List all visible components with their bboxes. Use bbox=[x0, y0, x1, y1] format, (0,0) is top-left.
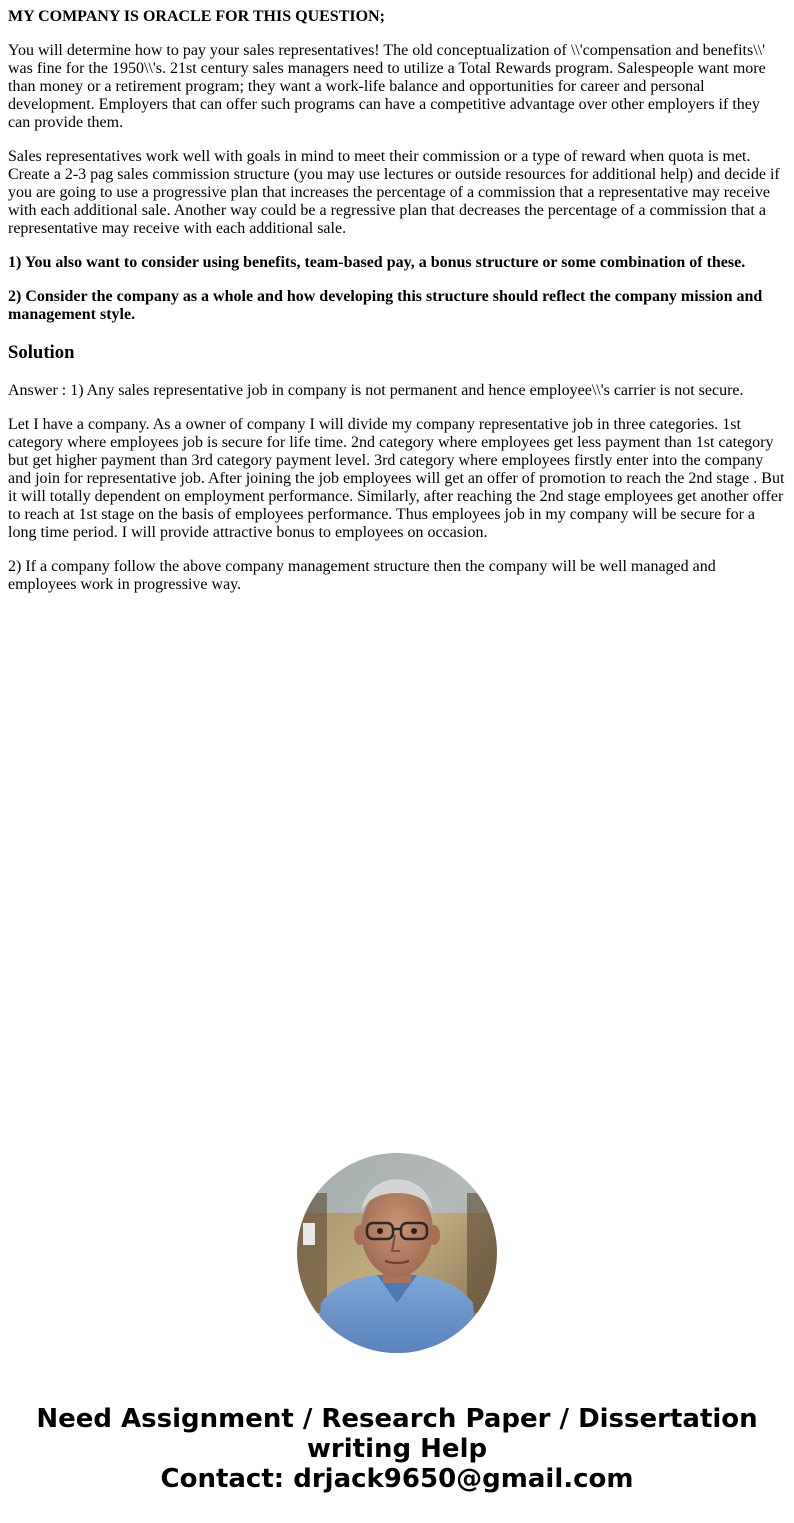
question-point-1: 1) You also want to consider using benefits, team-based pay, a bonus structure or some combination of these. bbox=[8, 254, 746, 271]
promo-line-2: writing Help bbox=[306, 1434, 488, 1464]
author-avatar bbox=[297, 1153, 497, 1353]
promo-contact-email: Contact: drjack9650@gmail.com bbox=[160, 1464, 634, 1494]
question-paragraph-commission: Sales representatives work well with goals in mind to meet their commission or a type of reward when quota is met. Create a 2-3 pag sales commission structure (you may use lectures or outside resources for additional help) and decide if you are going to use a progressive plan that increases the percentage of a commission that a representative may receive with each additional sale. Another way could be a regressive plan that decreases the percentage of a commission that a representative may receive with each additional sale. bbox=[8, 148, 780, 237]
solution-answer-1: Answer : 1) Any sales representative job in company is not permanent and hence employee\\'s carrier is not secure. bbox=[8, 382, 744, 399]
promo-line-1: Need Assignment / Research Paper / Dissertation bbox=[36, 1404, 758, 1434]
question-point-2: 2) Consider the company as a whole and how developing this structure should reflect the company mission and management style. bbox=[8, 288, 763, 323]
promo-banner bbox=[0, 1404, 794, 1494]
question-paragraph-intro: You will determine how to pay your sales representatives! The old conceptualization of \\'compensation and benefits\\' was fine for the 1950\\'s. 21st century sales managers need to utilize a Total Rewards program. Salespeople want more than money or a retirement program; they want a work-life balance and opportunities for career and personal development. Employers that can offer such programs can have a competitive advantage over other employers if they can provide them. bbox=[8, 42, 766, 131]
solution-answer-3: 2) If a company follow the above company management structure then the company will be well managed and employees work in progressive way. bbox=[8, 558, 716, 593]
document-body bbox=[0, 0, 794, 594]
question-title: MY COMPANY IS ORACLE FOR THIS QUESTION; bbox=[8, 8, 385, 25]
solution-answer-2: Let I have a company. As a owner of company I will divide my company representative job in three categories. 1st category where employees job is secure for life time. 2nd category where employees get less payment than 1st category but get higher payment than 3rd category payment level. 3rd category where employees firstly enter into the company and join for representative job. After joining the job employees will get an offer of promotion to reach the 2nd stage . But it will totally dependent on employment performance. Similarly, after reaching the 2nd stage employees get another offer to reach at 1st stage on the basis of employees performance. Thus employees job in my company will be secure for a long time period. I will provide attractive bonus to employees on occasion. bbox=[8, 416, 785, 541]
person-portrait-icon bbox=[297, 1153, 497, 1353]
solution-heading: Solution bbox=[8, 342, 75, 363]
